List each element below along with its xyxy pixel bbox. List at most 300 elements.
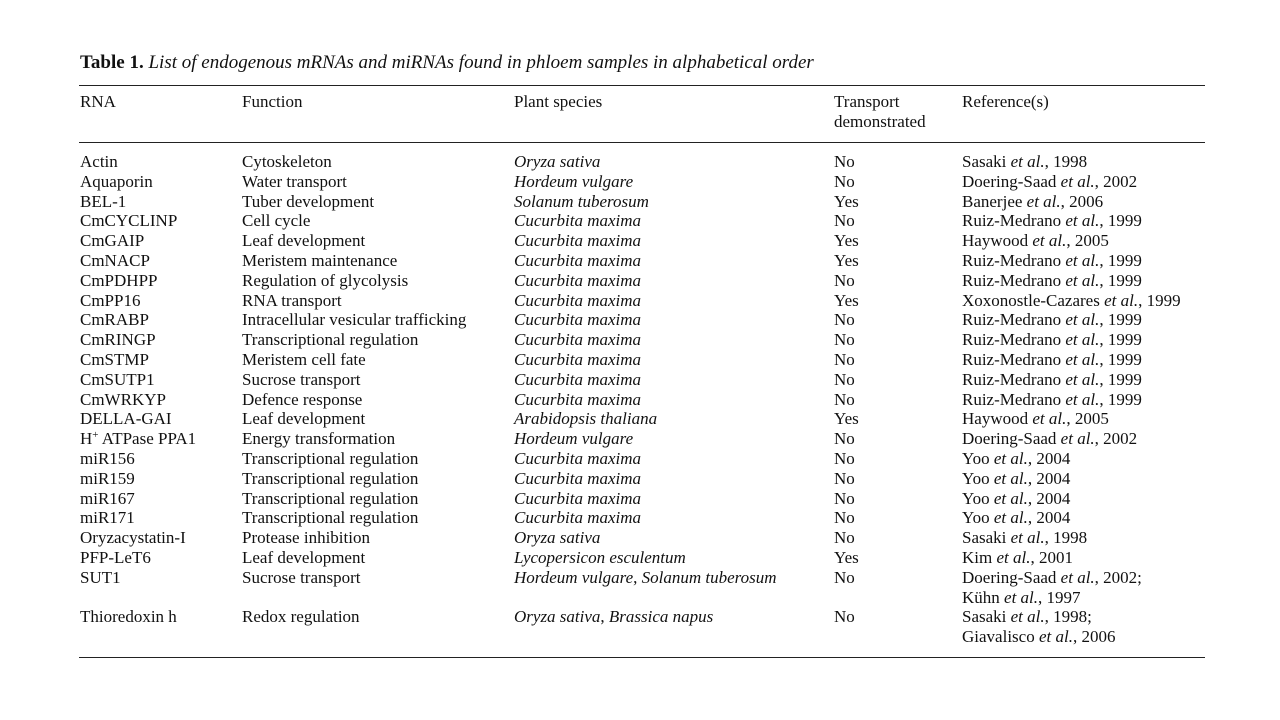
transport-cell: No (834, 488, 855, 508)
table-caption-text: List of endogenous mRNAs and miRNAs found in phloem samples in alphabetical order (148, 52, 814, 73)
rna-name: CmSUTP1 (80, 369, 155, 389)
reference-author: Haywood (962, 231, 1029, 251)
species-cell (514, 211, 641, 231)
table-caption (80, 51, 814, 75)
species-name: Cucurbita maxima (514, 369, 642, 389)
header-plant-species: Plant species (514, 92, 603, 111)
species-name: Hordeum vulgare (514, 567, 634, 587)
rna-name: CmPP16 (80, 290, 141, 310)
reference-line (962, 231, 1109, 251)
reference-year: , 2002 (1094, 171, 1138, 191)
species-cell (514, 568, 777, 588)
reference-cell (962, 449, 1070, 469)
reference-year: , 2004 (1027, 448, 1071, 468)
top-rule (79, 85, 1205, 86)
rna-cell (80, 528, 186, 548)
transport-cell: Yes (834, 409, 859, 429)
function-cell: Transcriptional regulation (242, 488, 419, 508)
reference-cell (962, 291, 1181, 311)
table-row (0, 330, 1280, 350)
reference-year: , 1999 (1099, 349, 1142, 369)
reference-author: Yoo (962, 448, 990, 468)
rna-cell (80, 310, 149, 330)
species-name: Hordeum vulgare (514, 429, 634, 449)
transport-cell: No (834, 310, 855, 330)
reference-year: , 1999 (1099, 270, 1142, 290)
reference-line (962, 449, 1070, 469)
transport-cell: No (834, 468, 855, 488)
reference-author: Doering-Saad (962, 171, 1057, 191)
rna-name: Oryzacystatin-I (80, 528, 186, 548)
table-row (0, 409, 1280, 429)
function-cell: Sucrose transport (242, 369, 361, 389)
reference-year: , 2006 (1072, 627, 1116, 647)
reference-cell (962, 172, 1137, 192)
reference-author: Yoo (962, 488, 990, 508)
reference-cell (962, 469, 1070, 489)
reference-cell (962, 409, 1109, 429)
reference-author: Ruiz-Medrano (962, 310, 1062, 330)
reference-author: Xoxonostle-Cazares (962, 290, 1100, 310)
rna-cell (80, 172, 153, 192)
table-row (0, 469, 1280, 489)
rna-name: miR156 (80, 448, 135, 468)
species-cell (514, 508, 641, 528)
reference-author: Haywood (962, 409, 1029, 429)
reference-year: , 2004 (1027, 468, 1071, 488)
table-row (0, 310, 1280, 330)
table-row (0, 152, 1280, 172)
rna-name: H (80, 429, 93, 449)
reference-line (962, 330, 1142, 350)
reference-cell (962, 350, 1142, 370)
species-name: Oryza sativa (514, 528, 601, 548)
reference-etal: et al. (1026, 191, 1061, 211)
rna-cell (80, 231, 144, 251)
species-cell (514, 251, 641, 271)
rna-cell (80, 469, 135, 489)
table-row (0, 291, 1280, 311)
reference-cell (962, 607, 1115, 647)
reference-cell (962, 548, 1073, 568)
reference-line (962, 508, 1070, 528)
species-cell (514, 152, 600, 172)
rna-superscript: + (92, 429, 99, 442)
reference-etal: et al. (1065, 389, 1100, 409)
rna-cell (80, 211, 177, 231)
reference-line (962, 370, 1142, 390)
function-cell: Water transport (242, 171, 347, 191)
transport-cell: Yes (834, 290, 859, 310)
species-name: Solanum tuberosum (641, 567, 777, 587)
reference-line (962, 291, 1181, 311)
reference-line (962, 489, 1070, 509)
species-cell (514, 192, 649, 212)
rna-cell (80, 330, 156, 350)
header-transport-line2: demonstrated (834, 112, 926, 131)
reference-etal: et al. (993, 488, 1028, 508)
rna-cell (80, 251, 150, 271)
reference-etal: et al. (1065, 369, 1100, 389)
transport-cell: No (834, 349, 855, 369)
species-cell (514, 449, 641, 469)
rna-name: Aquaporin (80, 171, 153, 191)
reference-cell (962, 330, 1142, 350)
rna-cell (80, 508, 135, 528)
reference-etal: et al. (993, 508, 1028, 528)
reference-cell (962, 192, 1103, 212)
transport-cell: Yes (834, 231, 859, 251)
transport-cell: No (834, 171, 855, 191)
reference-line (962, 627, 1115, 647)
rna-cell (80, 568, 121, 588)
rna-cell (80, 449, 135, 469)
reference-year: , 2005 (1066, 409, 1109, 429)
table-header (0, 92, 1280, 136)
rna-name: CmCYCLINP (80, 211, 178, 231)
reference-etal: et al. (1038, 627, 1073, 647)
reference-year: , 2002; (1094, 567, 1142, 587)
reference-author: Ruiz-Medrano (962, 250, 1062, 270)
header-transport (834, 92, 926, 132)
rna-cell (80, 409, 172, 429)
species-name: Brassica napus (608, 607, 714, 627)
reference-line (962, 271, 1142, 291)
rna-cell (80, 271, 157, 291)
species-name: Cucurbita maxima (514, 231, 642, 251)
transport-cell: No (834, 369, 855, 389)
transport-cell: No (834, 152, 855, 171)
function-cell: Defence response (242, 389, 363, 409)
species-name: Cucurbita maxima (514, 270, 642, 290)
rna-name: Actin (80, 152, 118, 171)
species-name: Cucurbita maxima (514, 211, 642, 231)
rna-name: CmRABP (80, 310, 149, 330)
reference-year: , 1997 (1038, 587, 1081, 607)
rna-name: SUT1 (80, 567, 121, 587)
table-row (0, 528, 1280, 548)
reference-year: , 1999 (1099, 369, 1142, 389)
reference-author: Ruiz-Medrano (962, 270, 1062, 290)
reference-line (962, 390, 1142, 410)
reference-etal: et al. (1065, 330, 1100, 350)
reference-author: Sasaki (962, 152, 1007, 171)
species-cell (514, 469, 641, 489)
reference-author: Yoo (962, 508, 990, 528)
species-cell (514, 528, 600, 548)
reference-line (962, 469, 1070, 489)
reference-author: Banerjee (962, 191, 1023, 211)
species-cell (514, 310, 641, 330)
header-transport-line1: Transport (834, 92, 900, 111)
reference-year: , 1999 (1099, 211, 1142, 231)
reference-author: Kim (962, 547, 993, 567)
reference-line (962, 568, 1142, 588)
reference-line (962, 310, 1142, 330)
table-row (0, 211, 1280, 231)
rna-cell (80, 429, 196, 449)
reference-year: , 2004 (1027, 508, 1071, 528)
table-row (0, 192, 1280, 212)
reference-etal: et al. (1104, 290, 1139, 310)
species-cell (514, 330, 641, 350)
species-name: Oryza sativa (514, 607, 601, 627)
table-row (0, 271, 1280, 291)
reference-line (962, 548, 1073, 568)
species-cell (514, 231, 641, 251)
reference-etal: et al. (1010, 528, 1045, 548)
reference-author: Sasaki (962, 607, 1007, 627)
species-cell (514, 489, 641, 509)
reference-cell (962, 508, 1070, 528)
species-cell (514, 390, 641, 410)
header-references: Reference(s) (962, 92, 1049, 111)
table-row (0, 449, 1280, 469)
reference-etal: et al. (1004, 587, 1039, 607)
reference-etal: et al. (1065, 250, 1100, 270)
species-cell (514, 429, 633, 449)
table-row (0, 370, 1280, 390)
rna-cell (80, 390, 166, 410)
header-rna: RNA (80, 92, 116, 111)
reference-etal: et al. (1010, 607, 1045, 627)
reference-cell (962, 152, 1087, 172)
function-cell: Transcriptional regulation (242, 468, 419, 488)
transport-cell: Yes (834, 191, 859, 211)
table-row (0, 489, 1280, 509)
reference-year: , 1999 (1099, 310, 1142, 330)
rna-name: miR167 (80, 488, 135, 508)
reference-etal: et al. (1060, 429, 1095, 449)
reference-line (962, 251, 1142, 271)
function-cell: RNA transport (242, 290, 342, 310)
reference-author: Ruiz-Medrano (962, 389, 1062, 409)
species-name: Hordeum vulgare (514, 171, 634, 191)
species-name: Oryza sativa (514, 152, 601, 171)
species-separator: , (633, 567, 642, 587)
rna-name: miR171 (80, 508, 135, 528)
table-caption-label: Table 1. (80, 52, 144, 73)
reference-year: , 2001 (1030, 547, 1073, 567)
transport-cell: No (834, 528, 855, 548)
reference-author: Ruiz-Medrano (962, 369, 1062, 389)
function-cell: Leaf development (242, 231, 366, 251)
transport-cell: No (834, 270, 855, 290)
reference-line (962, 192, 1103, 212)
reference-year: , 2002 (1094, 429, 1138, 449)
reference-year: , 2005 (1066, 231, 1109, 251)
function-cell: Sucrose transport (242, 567, 361, 587)
transport-cell: No (834, 448, 855, 468)
species-name: Lycopersicon esculentum (514, 547, 686, 567)
rna-cell (80, 192, 126, 212)
table-row (0, 231, 1280, 251)
reference-line (962, 588, 1142, 608)
table-row (0, 568, 1280, 608)
reference-author: Ruiz-Medrano (962, 349, 1062, 369)
function-cell: Tuber development (242, 191, 375, 211)
reference-year: , 1998 (1044, 528, 1088, 548)
reference-line (962, 350, 1142, 370)
reference-author: Doering-Saad (962, 429, 1057, 449)
reference-year: , 1998; (1044, 607, 1092, 627)
reference-line (962, 607, 1115, 627)
reference-year: , 1999 (1138, 290, 1181, 310)
reference-etal: et al. (1032, 231, 1067, 251)
reference-author: Sasaki (962, 528, 1007, 548)
function-cell: Leaf development (242, 547, 366, 567)
reference-year: , 2006 (1060, 191, 1104, 211)
table-row (0, 429, 1280, 449)
function-cell: Transcriptional regulation (242, 448, 419, 468)
reference-author: Kühn (962, 587, 1000, 607)
species-cell (514, 370, 641, 390)
reference-cell (962, 429, 1137, 449)
species-name: Cucurbita maxima (514, 290, 642, 310)
reference-year: , 1999 (1099, 330, 1142, 350)
function-cell: Transcriptional regulation (242, 330, 419, 350)
reference-author: Giavalisco (962, 627, 1035, 647)
species-name: Cucurbita maxima (514, 310, 642, 330)
table-row (0, 251, 1280, 271)
reference-year: , 1998 (1044, 152, 1088, 171)
reference-cell (962, 271, 1142, 291)
species-separator: , (600, 607, 609, 627)
species-name: Cucurbita maxima (514, 250, 642, 270)
rna-cell (80, 152, 118, 172)
rna-name: CmSTMP (80, 349, 149, 369)
reference-etal: et al. (1032, 409, 1067, 429)
reference-etal: et al. (993, 468, 1028, 488)
function-cell: Cell cycle (242, 211, 311, 231)
species-cell (514, 607, 713, 627)
reference-cell (962, 390, 1142, 410)
rna-cell (80, 350, 149, 370)
reference-line (962, 152, 1087, 172)
species-name: Arabidopsis thaliana (514, 409, 658, 429)
species-cell (514, 271, 641, 291)
header-rule (79, 142, 1205, 143)
rna-cell (80, 370, 155, 390)
reference-year: , 1999 (1099, 389, 1142, 409)
species-cell (514, 350, 641, 370)
function-cell: Meristem maintenance (242, 250, 398, 270)
rna-cell (80, 489, 135, 509)
reference-line (962, 429, 1137, 449)
rna-name: DELLA-GAI (80, 409, 172, 429)
function-cell: Regulation of glycolysis (242, 270, 409, 290)
rna-name: BEL-1 (80, 191, 127, 211)
reference-etal: et al. (1065, 310, 1100, 330)
table-row (0, 607, 1280, 647)
rna-cell (80, 607, 177, 627)
species-name: Cucurbita maxima (514, 468, 642, 488)
function-cell: Meristem cell fate (242, 349, 366, 369)
reference-cell (962, 211, 1142, 231)
reference-line (962, 528, 1087, 548)
species-name: Cucurbita maxima (514, 488, 642, 508)
reference-author: Ruiz-Medrano (962, 211, 1062, 231)
species-cell (514, 548, 686, 568)
function-cell: Redox regulation (242, 607, 360, 627)
reference-etal: et al. (996, 547, 1031, 567)
function-cell: Transcriptional regulation (242, 508, 419, 528)
reference-line (962, 172, 1137, 192)
table-row (0, 390, 1280, 410)
reference-year: , 1999 (1099, 250, 1142, 270)
transport-cell: No (834, 330, 855, 350)
reference-cell (962, 310, 1142, 330)
reference-year: , 2004 (1027, 488, 1071, 508)
function-cell: Leaf development (242, 409, 366, 429)
rna-name: CmWRKYP (80, 389, 166, 409)
transport-cell: No (834, 389, 855, 409)
reference-cell (962, 370, 1142, 390)
function-cell: Intracellular vesicular trafficking (242, 310, 467, 330)
transport-cell: No (834, 429, 855, 449)
species-name: Cucurbita maxima (514, 389, 642, 409)
rna-name-rest: ATPase PPA1 (98, 429, 197, 449)
function-cell: Cytoskeleton (242, 152, 332, 171)
table-body (0, 152, 1280, 647)
table-row (0, 508, 1280, 528)
rna-name: Thioredoxin h (80, 607, 177, 627)
reference-author: Ruiz-Medrano (962, 330, 1062, 350)
reference-author: Doering-Saad (962, 567, 1057, 587)
reference-line (962, 409, 1109, 429)
rna-name: CmPDHPP (80, 270, 158, 290)
bottom-rule (79, 657, 1205, 658)
reference-author: Yoo (962, 468, 990, 488)
rna-name: miR159 (80, 468, 135, 488)
reference-etal: et al. (993, 448, 1028, 468)
transport-cell: Yes (834, 547, 859, 567)
rna-name: CmNACP (80, 250, 150, 270)
reference-cell (962, 251, 1142, 271)
species-cell (514, 409, 657, 429)
header-function: Function (242, 92, 303, 111)
species-name: Cucurbita maxima (514, 448, 642, 468)
species-name: Cucurbita maxima (514, 508, 642, 528)
reference-etal: et al. (1010, 152, 1045, 171)
reference-cell (962, 528, 1087, 548)
reference-cell (962, 231, 1109, 251)
function-cell: Energy transformation (242, 429, 396, 449)
transport-cell: No (834, 607, 855, 627)
reference-etal: et al. (1060, 171, 1095, 191)
reference-cell (962, 568, 1142, 608)
rna-cell (80, 291, 140, 311)
function-cell: Protease inhibition (242, 528, 370, 548)
reference-etal: et al. (1065, 270, 1100, 290)
transport-cell: No (834, 567, 855, 587)
species-name: Cucurbita maxima (514, 349, 642, 369)
transport-cell: No (834, 508, 855, 528)
species-name: Cucurbita maxima (514, 330, 642, 350)
reference-cell (962, 489, 1070, 509)
transport-cell: No (834, 211, 855, 231)
reference-line (962, 211, 1142, 231)
species-cell (514, 172, 633, 192)
rna-name: CmGAIP (80, 231, 145, 251)
table-row (0, 172, 1280, 192)
table-row (0, 548, 1280, 568)
transport-cell: Yes (834, 250, 859, 270)
rna-name: PFP-LeT6 (80, 547, 151, 567)
species-name: Solanum tuberosum (514, 191, 649, 211)
reference-etal: et al. (1060, 567, 1095, 587)
reference-etal: et al. (1065, 211, 1100, 231)
